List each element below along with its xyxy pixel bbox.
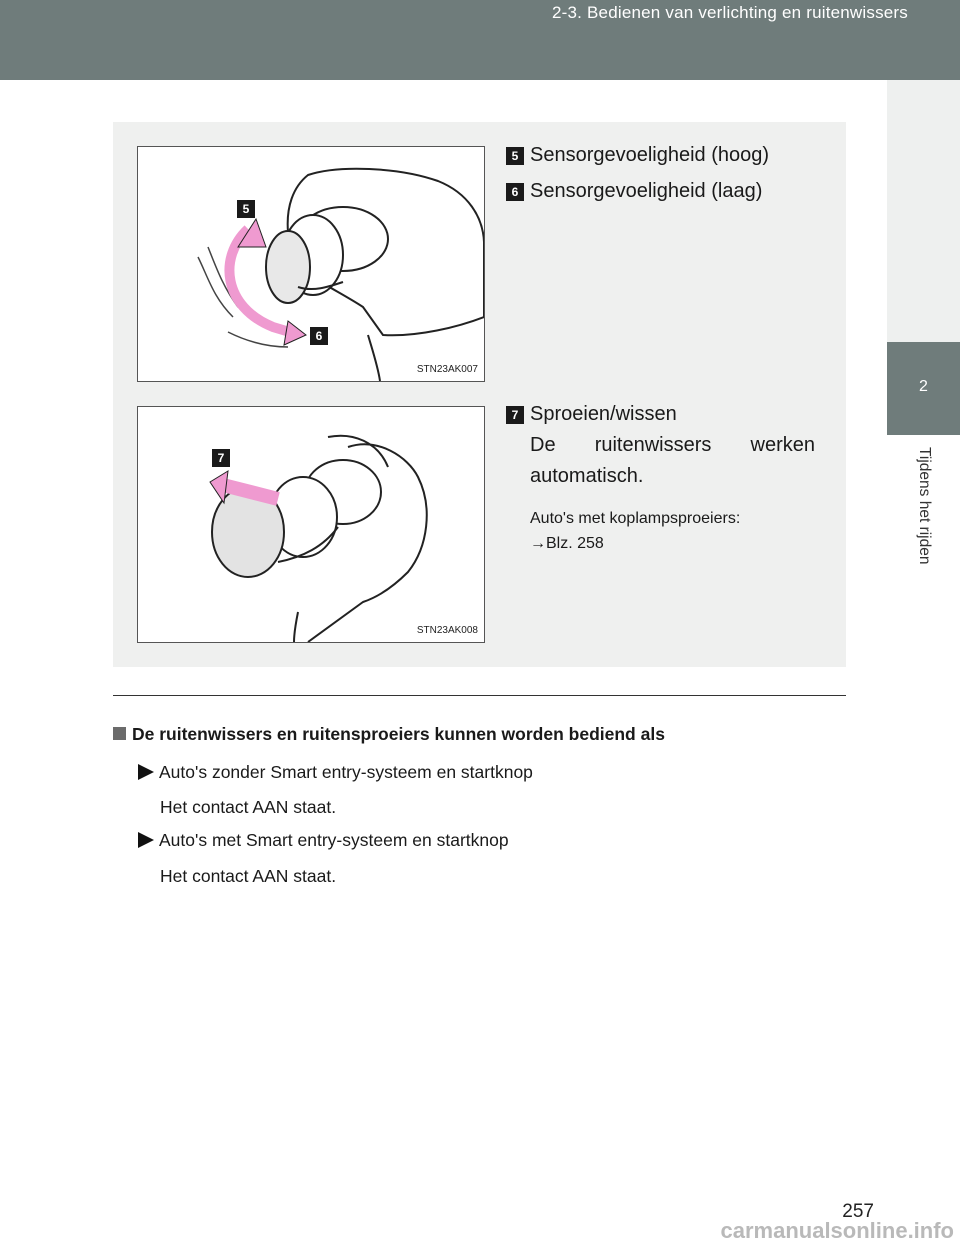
wiper-lever-rotate-illustration (138, 147, 484, 381)
side-tab-label: Tijdens het rijden (915, 447, 933, 565)
triangle-bullet-icon (138, 764, 154, 780)
figure-sensitivity (137, 146, 485, 382)
chapter-title: 2-3. Bedienen van verlichting en ruitenwissers (552, 3, 908, 22)
legend-text: Sproeien/wissen (530, 403, 677, 425)
legend-text: Sensorgevoeligheid (laag) (530, 180, 763, 202)
section-divider (113, 695, 846, 696)
page-reference-link[interactable]: →Blz. 258 (530, 535, 604, 552)
wiper-lever-pull-illustration (138, 407, 484, 642)
legend-item-6 (506, 180, 762, 203)
side-tab-number[interactable]: 2 (887, 342, 960, 435)
condition-item: Auto's met Smart entry-systeem en startknop (138, 830, 509, 851)
figure-badge-5: 5 (237, 200, 255, 218)
legend-text: Sensorgevoeligheid (hoog) (530, 144, 770, 166)
legend-badge: 7 (506, 406, 524, 424)
figure-badge-6: 6 (310, 327, 328, 345)
condition-detail: Het contact AAN staat. (160, 797, 337, 817)
legend-7-note (530, 506, 815, 556)
watermark: carmanualsonline.info (720, 1218, 954, 1243)
figure-spray (137, 406, 485, 643)
legend-item-7 (506, 403, 677, 426)
note-prefix: Auto's met koplampsproeiers: (530, 510, 741, 527)
legend-7-description: De ruitenwissers werken automatisch. (530, 434, 815, 487)
figure-badge-7: 7 (212, 449, 230, 467)
condition-detail: Het contact AAN staat. (160, 866, 337, 886)
page-header (0, 0, 960, 80)
legend-badge: 6 (506, 183, 524, 201)
legend-badge: 5 (506, 147, 524, 165)
legend-item-5 (506, 144, 769, 167)
section-heading: De ruitenwissers en ruitensproeiers kunnen worden bediend als (113, 724, 665, 745)
triangle-bullet-icon (138, 832, 154, 848)
page-number: 257 (842, 1201, 874, 1222)
side-tab-blank (887, 80, 960, 342)
figure-code: STN23AK008 (416, 625, 478, 636)
condition-item: Auto's zonder Smart entry-systeem en startknop (138, 762, 533, 783)
square-bullet-icon (113, 727, 126, 740)
figure-code: STN23AK007 (416, 364, 478, 375)
